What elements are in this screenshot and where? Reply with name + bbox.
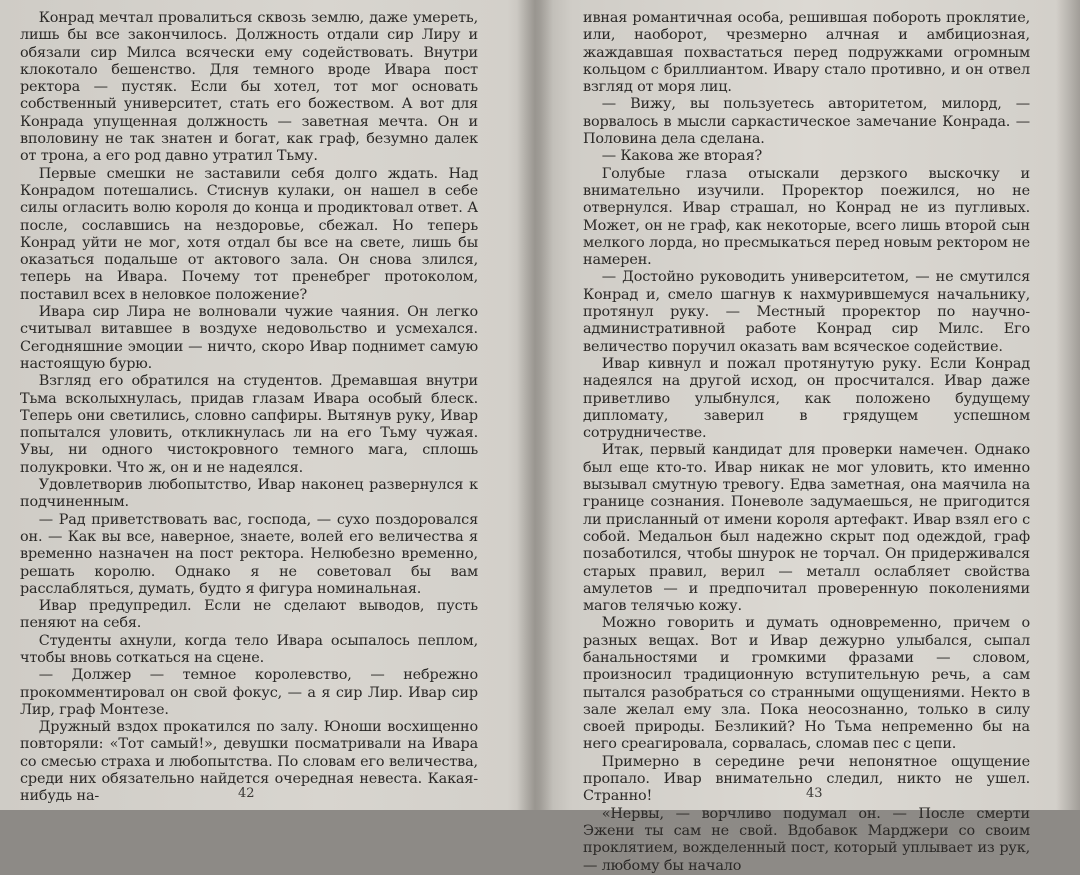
paragraph: Студенты ахнули, когда тело Ивара осыпалось пеплом, чтобы вновь соткаться на сцене.	[20, 632, 478, 666]
paragraph: Примерно в середине речи непонятное ощущение пропало. Ивар внимательно следил, никто не ушел. Странно!	[583, 753, 1030, 805]
paragraph: Можно говорить и думать одновременно, причем о разных вещах. Вот и Ивар дежурно улыбался, сыпал банальностями и громкими фразами — словом, произносил традиционную вступительную речь, а сам пытался разобраться со странными ощущениями. Некто в зале желал ему зла. Пока неосознанно, только в силу своей природы. Безликий? Но Тьма непременно бы на него среагировала, сорвалась, сломав пес с цепи.	[583, 615, 1030, 753]
left-page-text	[20, 10, 478, 806]
paragraph: Ивар предупредил. Если не сделают выводов, пусть пеняют на себя.	[20, 598, 478, 632]
paragraph: — Какова же вторая?	[601, 148, 763, 165]
left-page	[20, 10, 478, 806]
paragraph: Ивар кивнул и пожал протянутую руку. Если Конрад надеялся на другой исход, он просчитался. Ивар даже приветливо улыбнулся, как положено будущему дипломату, заверил в грядущем успешном сотрудничестве.	[583, 355, 1030, 442]
paragraph: Дружный вздох прокатился по залу. Юноши восхищенно повторяли: «Тот самый!», девушки посматривали на Ивара со смесью страха и любопытства. По словам его величества, среди них обязательно найдется очередная невеста. Какая-нибудь на-	[20, 719, 478, 805]
right-page	[583, 10, 1030, 875]
paragraph: Первые смешки не заставили себя долго ждать. Над Конрадом потешались. Стиснув кулаки, он нашел в себе силы огласить волю короля до конца и продиктовал ответ. А после, сославшись на нездоровье, сбежал. Но теперь Конрад уйти не мог, хотя отдал бы все на свете, лишь бы оказаться подальше от актового зала. Он снова злился, теперь на Ивара. Почему тот пренебрег протоколом, поставил всех в неловкое положение?	[20, 165, 478, 303]
left-page-number: 42	[238, 786, 255, 801]
book-gutter-shadow	[517, 0, 553, 810]
paragraph: Ивара сир Лира не волновали чужие чаяния. Он легко считывал витавшее в воздухе недовольство и усмехался. Сегодняшние эмоции — ничто, скоро Ивар поднимет самую настоящую бурю.	[20, 304, 478, 372]
paragraph: ивная романтичная особа, решившая побороть проклятие, или, наоборот, чрезмерно алчная и амбициозная, жаждавшая похвастаться перед подружками огромным кольцом с бриллиантом. Ивару стало противно, и он отвел взгляд от моря лиц.	[583, 10, 1030, 96]
paragraph: Итак, первый кандидат для проверки намечен. Однако был еще кто-то. Ивар никак не мог уловить, кто именно вызывал смутную тревогу. Едва заметная, она маячила на границе сознания. Поневоле задумаешься, не пригодится ли присланный от имени короля артефакт. Ивар взял его с собой. Медальон был надежно скрыт под одеждой, граф позаботился, чтобы шнурок не торчал. Он придерживался старых правил, верил — металл ослабляет свойства амулетов — и предпочитал проверенную поколениями магов телячью кожу.	[583, 442, 1030, 615]
right-page-text	[583, 10, 1030, 875]
paragraph: — Достойно руководить университетом, — не смутился Конрад и, смело шагнув к нахмурившемуся начальнику, протянул руку. — Местный проректор по научно-административной работе Конрад сир Милс. Его величество поручил оказать вам всяческое содействие.	[583, 269, 1030, 355]
page-edge-shadow	[1056, 0, 1080, 810]
paragraph: Конрад мечтал провалиться сквозь землю, даже умереть, лишь бы все закончилось. Должность отдали сир Лиру и обязали сир Милса всячески ему содействовать. Внутри клокотало бешенство. Для темного вроде Ивара пост ректора — пустяк. Если бы хотел, тот мог основать собственный университет, стать его божеством. А вот для Конрада упущенная должность — заветная мечта. Он и вполовину не так знатен и богат, как граф, безумно далек от трона, а его род давно утратил Тьму.	[20, 10, 478, 165]
paragraph: «Нервы, — ворчливо подумал он. — После смерти Эжени ты сам не свой. Вдобавок Марджери со своим проклятием, вожделенный пост, который уплывает из рук, — любому бы начало	[583, 805, 1030, 874]
right-page-number: 43	[806, 786, 823, 801]
paragraph: Голубые глаза отыскали дерзкого выскочку и внимательно изучили. Проректор поежился, но не отвернулся. Ивар страшал, но Конрад не из пугливых. Может, он не граф, как некоторые, всего лишь второй сын мелкого лорда, но пресмыкаться перед новым ректором не намерен.	[583, 165, 1030, 269]
paragraph: Удовлетворив любопытство, Ивар наконец развернулся к подчиненным.	[20, 477, 478, 511]
paragraph: Взгляд его обратился на студентов. Дремавшая внутри Тьма всколыхнулась, придав глазам Ивара особый блеск. Теперь они светились, словно сапфиры. Вытянув руку, Ивар попытался уловить, откликнулась ли на его Тьму чужая. Увы, ни одного чистокровного темного мага, сплошь полукровки. Что ж, он и не надеялся.	[20, 373, 478, 476]
paragraph: — Должер — темное королевство, — небрежно прокомментировал он свой фокус, — а я сир Лир. Ивар сир Лир, граф Монтезе.	[20, 667, 478, 718]
paragraph: — Рад приветствовать вас, господа, — сухо поздоровался он. — Как вы все, наверное, знаете, волей его величества я временно назначен на пост ректора. Нелюбезно временно, решать королю. Однако я не советовал бы вам расслабляться, думать, будто я фигура номинальная.	[20, 511, 478, 597]
paragraph: — Вижу, вы пользуетесь авторитетом, милорд, — ворвалось в мысли саркастическое замечание Конрада. — Половина дела сделана.	[583, 96, 1030, 148]
